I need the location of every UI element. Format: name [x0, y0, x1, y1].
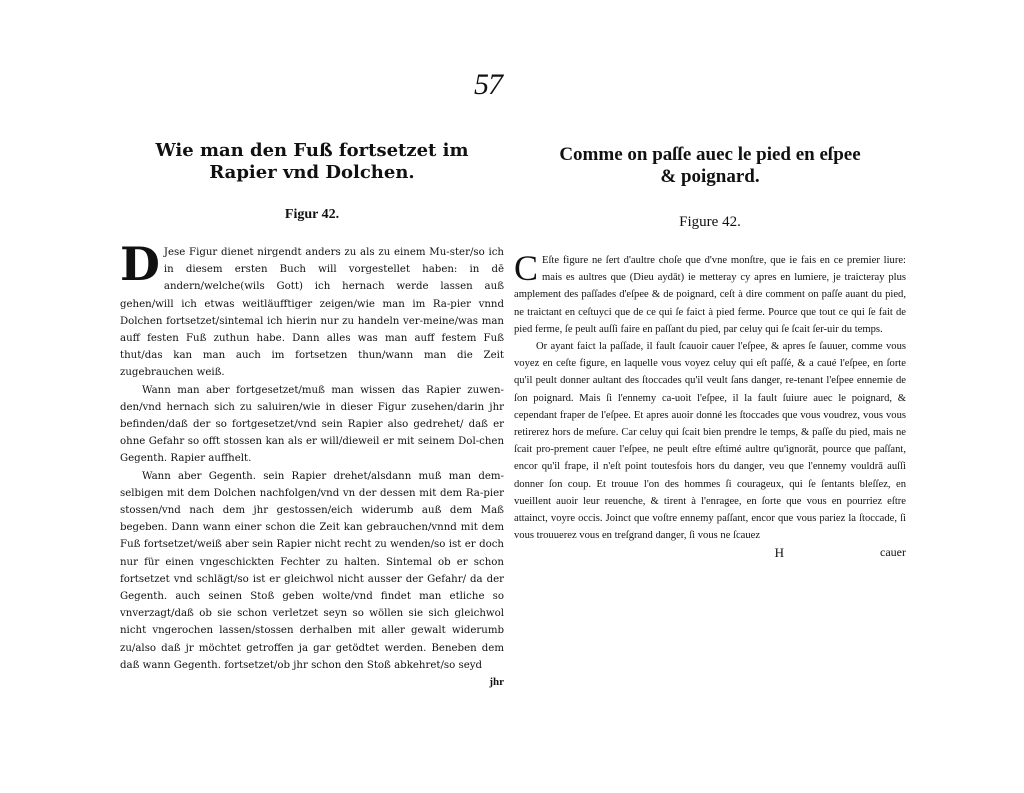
german-body — [120, 237, 504, 674]
french-footer — [514, 545, 906, 561]
signature-mark: H — [774, 545, 785, 561]
german-catchword: jhr — [489, 676, 504, 689]
french-dropcap: C — [514, 248, 539, 288]
german-paragraph: D Jese Figur dienet nirgendt anders zu als zu einem Mu-ster/so ich in diesem ersten Buch will vorgestellet haben: in dē andern/welche(wils Gott) ich hernach werde lassen auß gehen/will ich etwas weitläufftiger zeigen/wie man im Ra-pier vnnd Dolchen fortsetzet/sintemal ich hierin nur zu handeln ver-meine/was man auff festen Fuß zuthun habe. Dann alles was man auff festem Fuß thut/das kan man auch im fortsetzen thun/wann man die Zeit zugebrauchen weiß. — [120, 237, 504, 379]
page-number: 57 — [474, 68, 502, 101]
french-paragraph: Or ayant faict la paſſade, il fault ſcauoir cauer l'eſpee, & apres ſe ſauuer, comme vous voyez en ceſte figure, en laquelle vous voyez celuy qui eſt paſſé, & a caué l'eſpee, en ſorte qu'il peult donner aultant des ſtoccades qu'il veult ſans danger, re-tenant l'eſpee ennemie de ſon poignard. Mais ſi l'ennemy ca-uoit l'eſpee, il la fault ſuiure auec le poignard, & cependant fraper de l'eſpee. Et apres auoir donné les ſtoccades que vous voudrez, vous vous retirerez hors de meſure. Car celuy qui ſcait bien prendre le temps, & paſſe du pied, mais ne ſcait pro-prement cauer l'eſpee, ne peult eſtre eſtimé aultre qu'ignorāt, pource que paſſant, encor qu'il frape, il n'eſt point toutesfois hors du danger, veu que l'ennemy vouldrā auſſi donner ſon coup. Et trouue l'on des hommes ſi courageux, qui ſe ſentants bleſſez, en vueillent auoir leur reuenche, & tirent à l'enragee, en ſorte que vous en pourriez eſtre attainct, voyre occis. Joinct que voſtre ennemy paſſant, encor que vous pariez la ſtoccade, ſi vous trouuerez vous en treſgrand danger, ſi vous ne ſcauez — [514, 341, 906, 542]
german-dropcap: D — [120, 237, 160, 291]
german-title: Wie man den Fuß fortsetzet im Rapier vnd Dolchen. — [155, 140, 469, 183]
french-figure-label: Figure 42. — [679, 214, 741, 230]
german-figure-label: Figur 42. — [284, 207, 340, 222]
german-paragraph: Wann aber Gegenth. sein Rapier drehet/alsdann muß man dem-selbigen mit dem Dolchen nachfolgen/vnd vn der dessen mit dem Ra-pier stossen/vnd nach dem jhr gestossen/eich widerumb auß dem Maß begeben. Dann wann einer schon die Zeit kan gebrauchen/vnnd mit dem Fuß fortsetzet/weiß aber sein Rapier nicht recht zu wenden/so ist er doch nur für einen vngeschickten Fechter zu halten. Sintemal ob er schon fortsetzet vnd schlägt/so ist er gleichwol nicht ausser der Gefahr/ da der Gegenth. auch seinen Stoß geben wolte/vnd findet man etliche so vnverzagt/daß ob sie schon verletzet seyn so wöllen sie sich gleichwol nicht vngerochen lassen/stossen derhalben mit aller gewalt widerumb zu/also daß jr möchtet getroffen ja gar getödtet werden. Beneben dem daß wann Gegenth. fortsetzet/ob jhr schon den Stoß abkehret/so seyd — [120, 470, 504, 671]
french-paragraph: C Eſte figure ne ſert d'aultre choſe que d'vne monſtre, que ie fais en ce premier liure: mais es aultres que (Dieu aydāt) ie metteray cy apres en lumiere, je traicteray plus amplement des paſſades d'eſpee & de poignard, ceſt à dire comment on paſſe auant du pied, ne traictant en ceſtuyci que de ce qui ſe faict à pied ferme. Pource que tout ce qui ſe fait de pied ferme, ſe peult auſſi faire en paſſant du pied, par celuy qui ſe ſcait ſer-uir du temps. — [514, 248, 906, 335]
german-paragraph: Wann man aber fortgesetzet/muß man wissen das Rapier zuwen-den/vnd hernach sich zu saluiren/wie in dieser Figur zusehen/darin jhr befinden/daß der so fortgesetzet/vnd sein Rapier also gedrehet/ daß er ohne Gefahr so offt stossen kan als er will/dieweil er mit seinem Dol-chen Gegenth. Rapier auffhelt. — [120, 384, 504, 465]
french-column — [514, 140, 906, 561]
french-body — [514, 248, 906, 544]
german-column — [120, 140, 504, 688]
french-title: Comme on paſſe auec le pied en eſpee & poignard. — [559, 144, 861, 187]
french-catchword: cauer — [880, 545, 906, 560]
